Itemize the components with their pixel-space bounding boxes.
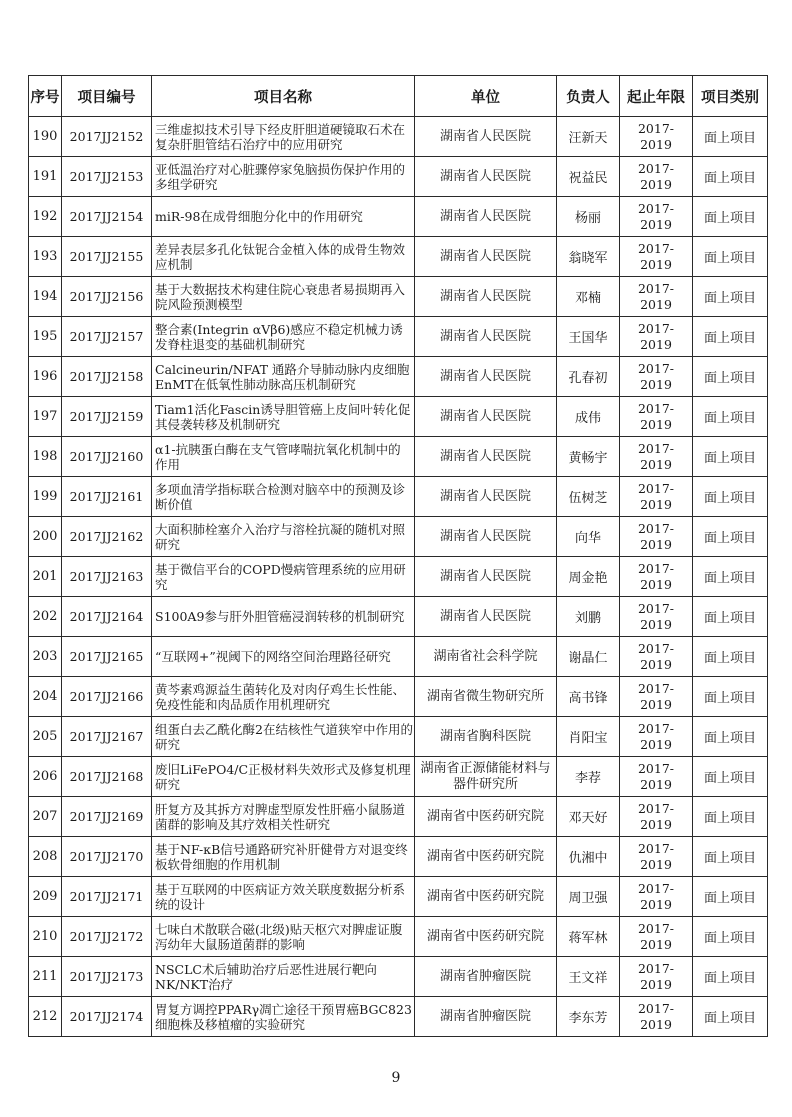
period-start: 2017- xyxy=(637,560,675,576)
cell-unit: 湖南省人民医院 xyxy=(415,197,557,237)
cell-category: 面上项目 xyxy=(693,357,768,397)
cell-leader: 周金艳 xyxy=(557,557,620,597)
period-start: 2017- xyxy=(637,280,675,296)
cell-period xyxy=(620,957,693,997)
table-row xyxy=(29,557,768,597)
cell-category: 面上项目 xyxy=(693,237,768,277)
cell-project-code: 2017JJ2171 xyxy=(62,877,152,917)
period-start: 2017- xyxy=(637,600,675,616)
cell-project-name: Tiam1活化Fascin诱导胆管癌上皮间叶转化促其侵袭转移及机制研究 xyxy=(152,397,415,437)
cell-period xyxy=(620,877,693,917)
cell-serial: 212 xyxy=(29,997,62,1037)
period-end: 2019 xyxy=(640,896,672,912)
cell-project-code: 2017JJ2170 xyxy=(62,837,152,877)
cell-project-name: 三维虚拟技术引导下经皮肝胆道硬镜取石术在复杂肝胆管结石治疗中的应用研究 xyxy=(152,117,415,157)
cell-leader: 王国华 xyxy=(557,317,620,357)
cell-unit: 湖南省人民医院 xyxy=(415,237,557,277)
period-start: 2017- xyxy=(637,240,675,256)
period-end: 2019 xyxy=(640,936,672,952)
period-start: 2017- xyxy=(637,680,675,696)
table-header-row xyxy=(29,76,768,117)
period-start: 2017- xyxy=(637,360,675,376)
cell-serial: 201 xyxy=(29,557,62,597)
period-start: 2017- xyxy=(637,840,675,856)
cell-leader: 李荐 xyxy=(557,757,620,797)
cell-serial: 206 xyxy=(29,757,62,797)
page-number: 9 xyxy=(391,1070,401,1086)
period-end: 2019 xyxy=(640,696,672,712)
header-period: 起止年限 xyxy=(620,76,693,117)
table-row xyxy=(29,277,768,317)
cell-leader: 汪新天 xyxy=(557,117,620,157)
cell-unit: 湖南省人民医院 xyxy=(415,117,557,157)
cell-period xyxy=(620,357,693,397)
cell-project-code: 2017JJ2159 xyxy=(62,397,152,437)
cell-category: 面上项目 xyxy=(693,597,768,637)
period-start: 2017- xyxy=(637,880,675,896)
period-end: 2019 xyxy=(640,536,672,552)
cell-category: 面上项目 xyxy=(693,197,768,237)
cell-project-code: 2017JJ2161 xyxy=(62,477,152,517)
table-row xyxy=(29,877,768,917)
header-category: 项目类别 xyxy=(693,76,768,117)
table-row xyxy=(29,317,768,357)
cell-project-code: 2017JJ2158 xyxy=(62,357,152,397)
cell-leader: 杨丽 xyxy=(557,197,620,237)
period-end: 2019 xyxy=(640,176,672,192)
cell-category: 面上项目 xyxy=(693,997,768,1037)
cell-serial: 211 xyxy=(29,957,62,997)
period-end: 2019 xyxy=(640,856,672,872)
cell-unit: 湖南省中医药研究院 xyxy=(415,797,557,837)
cell-category: 面上项目 xyxy=(693,637,768,677)
period-start: 2017- xyxy=(637,720,675,736)
table-row xyxy=(29,357,768,397)
cell-category: 面上项目 xyxy=(693,437,768,477)
period-end: 2019 xyxy=(640,376,672,392)
table-row xyxy=(29,397,768,437)
cell-leader: 孔春初 xyxy=(557,357,620,397)
cell-serial: 208 xyxy=(29,837,62,877)
cell-project-name: 基于互联网的中医病证方效关联度数据分析系统的设计 xyxy=(152,877,415,917)
period-end: 2019 xyxy=(640,496,672,512)
table-row xyxy=(29,157,768,197)
cell-project-code: 2017JJ2173 xyxy=(62,957,152,997)
cell-serial: 204 xyxy=(29,677,62,717)
cell-unit: 湖南省人民医院 xyxy=(415,277,557,317)
period-start: 2017- xyxy=(637,960,675,976)
table-row xyxy=(29,677,768,717)
period-end: 2019 xyxy=(640,976,672,992)
cell-period xyxy=(620,397,693,437)
cell-project-code: 2017JJ2168 xyxy=(62,757,152,797)
period-end: 2019 xyxy=(640,776,672,792)
cell-period xyxy=(620,437,693,477)
table-row xyxy=(29,637,768,677)
cell-period xyxy=(620,237,693,277)
cell-project-name: 肝复方及其拆方对脾虚型原发性肝癌小鼠肠道菌群的影响及其疗效相关性研究 xyxy=(152,797,415,837)
cell-unit: 湖南省人民医院 xyxy=(415,437,557,477)
period-end: 2019 xyxy=(640,256,672,272)
table-row xyxy=(29,117,768,157)
period-end: 2019 xyxy=(640,296,672,312)
cell-serial: 199 xyxy=(29,477,62,517)
cell-leader: 黄畅宇 xyxy=(557,437,620,477)
cell-project-name: 基于大数据技术构建住院心衰患者易损期再入院风险预测模型 xyxy=(152,277,415,317)
cell-leader: 祝益民 xyxy=(557,157,620,197)
period-start: 2017- xyxy=(637,1000,675,1016)
cell-leader: 成伟 xyxy=(557,397,620,437)
cell-unit: 湖南省人民医院 xyxy=(415,157,557,197)
period-end: 2019 xyxy=(640,616,672,632)
cell-category: 面上项目 xyxy=(693,917,768,957)
cell-period xyxy=(620,317,693,357)
period-start: 2017- xyxy=(637,400,675,416)
cell-leader: 谢晶仁 xyxy=(557,637,620,677)
cell-unit: 湖南省肿瘤医院 xyxy=(415,997,557,1037)
cell-unit: 湖南省人民医院 xyxy=(415,517,557,557)
cell-period xyxy=(620,677,693,717)
cell-project-name: 黄芩素鸡源益生菌转化及对肉仔鸡生长性能、免疫性能和肉品质作用机理研究 xyxy=(152,677,415,717)
cell-serial: 202 xyxy=(29,597,62,637)
period-end: 2019 xyxy=(640,216,672,232)
cell-category: 面上项目 xyxy=(693,677,768,717)
cell-leader: 伍树芝 xyxy=(557,477,620,517)
cell-unit: 湖南省社会科学院 xyxy=(415,637,557,677)
cell-unit: 湖南省中医药研究院 xyxy=(415,917,557,957)
cell-project-code: 2017JJ2160 xyxy=(62,437,152,477)
table-row xyxy=(29,197,768,237)
cell-leader: 翁晓军 xyxy=(557,237,620,277)
cell-serial: 194 xyxy=(29,277,62,317)
cell-project-code: 2017JJ2164 xyxy=(62,597,152,637)
period-end: 2019 xyxy=(640,576,672,592)
cell-project-name: 基于微信平台的COPD慢病管理系统的应用研究 xyxy=(152,557,415,597)
period-start: 2017- xyxy=(637,320,675,336)
header-serial: 序号 xyxy=(29,76,62,117)
cell-unit: 湖南省人民医院 xyxy=(415,597,557,637)
cell-serial: 192 xyxy=(29,197,62,237)
table-row xyxy=(29,437,768,477)
cell-period xyxy=(620,797,693,837)
cell-period xyxy=(620,197,693,237)
header-project-name: 项目名称 xyxy=(152,76,415,117)
header-unit: 单位 xyxy=(415,76,557,117)
cell-project-code: 2017JJ2155 xyxy=(62,237,152,277)
cell-serial: 197 xyxy=(29,397,62,437)
cell-project-name: 七味白术散联合磁(北级)贴天枢穴对脾虚证腹泻幼年大鼠肠道菌群的影响 xyxy=(152,917,415,957)
cell-project-code: 2017JJ2154 xyxy=(62,197,152,237)
cell-project-name: NSCLC术后辅助治疗后恶性进展行靶向NK/NKT治疗 xyxy=(152,957,415,997)
cell-unit: 湖南省肿瘤医院 xyxy=(415,957,557,997)
period-end: 2019 xyxy=(640,656,672,672)
project-table xyxy=(28,75,768,1037)
table-row xyxy=(29,237,768,277)
cell-period xyxy=(620,757,693,797)
table-row xyxy=(29,837,768,877)
cell-project-name: miR-98在成骨细胞分化中的作用研究 xyxy=(152,197,415,237)
cell-project-name: 废旧LiFePO4/C正极材料失效形式及修复机理研究 xyxy=(152,757,415,797)
cell-leader: 向华 xyxy=(557,517,620,557)
cell-category: 面上项目 xyxy=(693,957,768,997)
table-row xyxy=(29,597,768,637)
cell-project-code: 2017JJ2153 xyxy=(62,157,152,197)
cell-category: 面上项目 xyxy=(693,117,768,157)
period-start: 2017- xyxy=(637,920,675,936)
cell-unit: 湖南省中医药研究院 xyxy=(415,877,557,917)
cell-project-name: 大面积肺栓塞介入治疗与溶栓抗凝的随机对照研究 xyxy=(152,517,415,557)
cell-project-name: “互联网+”视阈下的网络空间治理路径研究 xyxy=(152,637,415,677)
cell-unit: 湖南省微生物研究所 xyxy=(415,677,557,717)
cell-category: 面上项目 xyxy=(693,557,768,597)
cell-period xyxy=(620,277,693,317)
table-row xyxy=(29,717,768,757)
cell-unit: 湖南省人民医院 xyxy=(415,557,557,597)
period-start: 2017- xyxy=(637,760,675,776)
cell-project-code: 2017JJ2172 xyxy=(62,917,152,957)
cell-category: 面上项目 xyxy=(693,397,768,437)
cell-project-code: 2017JJ2166 xyxy=(62,677,152,717)
cell-leader: 仇湘中 xyxy=(557,837,620,877)
cell-category: 面上项目 xyxy=(693,517,768,557)
period-start: 2017- xyxy=(637,480,675,496)
table-row xyxy=(29,957,768,997)
cell-project-name: 基于NF-κB信号通路研究补肝健骨方对退变终板软骨细胞的作用机制 xyxy=(152,837,415,877)
period-end: 2019 xyxy=(640,136,672,152)
cell-period xyxy=(620,157,693,197)
header-leader: 负责人 xyxy=(557,76,620,117)
table-row xyxy=(29,477,768,517)
cell-period xyxy=(620,557,693,597)
cell-project-code: 2017JJ2169 xyxy=(62,797,152,837)
cell-project-name: 胃复方调控PPARγ凋亡途径干预胃癌BGC823细胞株及移植瘤的实验研究 xyxy=(152,997,415,1037)
cell-serial: 196 xyxy=(29,357,62,397)
cell-serial: 190 xyxy=(29,117,62,157)
cell-unit: 湖南省胸科医院 xyxy=(415,717,557,757)
cell-project-code: 2017JJ2162 xyxy=(62,517,152,557)
cell-unit: 湖南省正源储能材料与器件研究所 xyxy=(415,757,557,797)
period-end: 2019 xyxy=(640,416,672,432)
cell-period xyxy=(620,717,693,757)
cell-unit: 湖南省人民医院 xyxy=(415,477,557,517)
period-start: 2017- xyxy=(637,640,675,656)
period-end: 2019 xyxy=(640,336,672,352)
period-end: 2019 xyxy=(640,1016,672,1032)
table-row xyxy=(29,517,768,557)
header-project-code: 项目编号 xyxy=(62,76,152,117)
cell-period xyxy=(620,837,693,877)
cell-serial: 210 xyxy=(29,917,62,957)
cell-leader: 蒋军林 xyxy=(557,917,620,957)
cell-unit: 湖南省人民医院 xyxy=(415,397,557,437)
cell-project-code: 2017JJ2163 xyxy=(62,557,152,597)
period-start: 2017- xyxy=(637,440,675,456)
cell-leader: 刘鹏 xyxy=(557,597,620,637)
cell-project-name: α1-抗胰蛋白酶在支气管哮喘抗氧化机制中的作用 xyxy=(152,437,415,477)
table-row xyxy=(29,757,768,797)
period-start: 2017- xyxy=(637,200,675,216)
cell-leader: 邓天好 xyxy=(557,797,620,837)
cell-project-name: Calcineurin/NFAT 通路介导肺动脉内皮细胞EnMT在低氧性肺动脉高压机制研究 xyxy=(152,357,415,397)
cell-category: 面上项目 xyxy=(693,157,768,197)
table-row xyxy=(29,797,768,837)
cell-unit: 湖南省中医药研究院 xyxy=(415,837,557,877)
cell-project-name: 差异表层多孔化钛铌合金植入体的成骨生物效应机制 xyxy=(152,237,415,277)
cell-project-code: 2017JJ2165 xyxy=(62,637,152,677)
cell-category: 面上项目 xyxy=(693,877,768,917)
cell-serial: 203 xyxy=(29,637,62,677)
cell-serial: 200 xyxy=(29,517,62,557)
cell-period xyxy=(620,117,693,157)
cell-period xyxy=(620,597,693,637)
period-end: 2019 xyxy=(640,816,672,832)
cell-serial: 191 xyxy=(29,157,62,197)
cell-project-name: 亚低温治疗对心脏骤停家兔脑损伤保护作用的多组学研究 xyxy=(152,157,415,197)
cell-serial: 205 xyxy=(29,717,62,757)
cell-leader: 高书锋 xyxy=(557,677,620,717)
table-row xyxy=(29,917,768,957)
cell-category: 面上项目 xyxy=(693,477,768,517)
cell-project-name: S100A9参与肝外胆管癌浸润转移的机制研究 xyxy=(152,597,415,637)
cell-serial: 193 xyxy=(29,237,62,277)
cell-period xyxy=(620,917,693,957)
cell-leader: 邓楠 xyxy=(557,277,620,317)
cell-period xyxy=(620,997,693,1037)
cell-category: 面上项目 xyxy=(693,837,768,877)
cell-project-name: 整合素(Integrin αVβ6)感应不稳定机械力诱发脊柱退变的基础机制研究 xyxy=(152,317,415,357)
period-start: 2017- xyxy=(637,800,675,816)
cell-project-name: 多项血清学指标联合检测对脑卒中的预测及诊断价值 xyxy=(152,477,415,517)
period-end: 2019 xyxy=(640,736,672,752)
cell-category: 面上项目 xyxy=(693,317,768,357)
cell-serial: 195 xyxy=(29,317,62,357)
cell-project-code: 2017JJ2174 xyxy=(62,997,152,1037)
cell-category: 面上项目 xyxy=(693,797,768,837)
cell-period xyxy=(620,477,693,517)
cell-project-code: 2017JJ2156 xyxy=(62,277,152,317)
cell-leader: 周卫强 xyxy=(557,877,620,917)
period-end: 2019 xyxy=(640,456,672,472)
cell-serial: 207 xyxy=(29,797,62,837)
cell-serial: 198 xyxy=(29,437,62,477)
cell-project-code: 2017JJ2157 xyxy=(62,317,152,357)
cell-leader: 王文祥 xyxy=(557,957,620,997)
cell-project-code: 2017JJ2167 xyxy=(62,717,152,757)
cell-category: 面上项目 xyxy=(693,277,768,317)
cell-period xyxy=(620,637,693,677)
cell-serial: 209 xyxy=(29,877,62,917)
period-start: 2017- xyxy=(637,120,675,136)
table-row xyxy=(29,997,768,1037)
cell-unit: 湖南省人民医院 xyxy=(415,317,557,357)
period-start: 2017- xyxy=(637,520,675,536)
cell-project-name: 组蛋白去乙酰化酶2在结核性气道狭窄中作用的研究 xyxy=(152,717,415,757)
cell-project-code: 2017JJ2152 xyxy=(62,117,152,157)
cell-period xyxy=(620,517,693,557)
cell-leader: 肖阳宝 xyxy=(557,717,620,757)
cell-category: 面上项目 xyxy=(693,757,768,797)
period-start: 2017- xyxy=(637,160,675,176)
cell-unit: 湖南省人民医院 xyxy=(415,357,557,397)
cell-category: 面上项目 xyxy=(693,717,768,757)
cell-leader: 李东芳 xyxy=(557,997,620,1037)
